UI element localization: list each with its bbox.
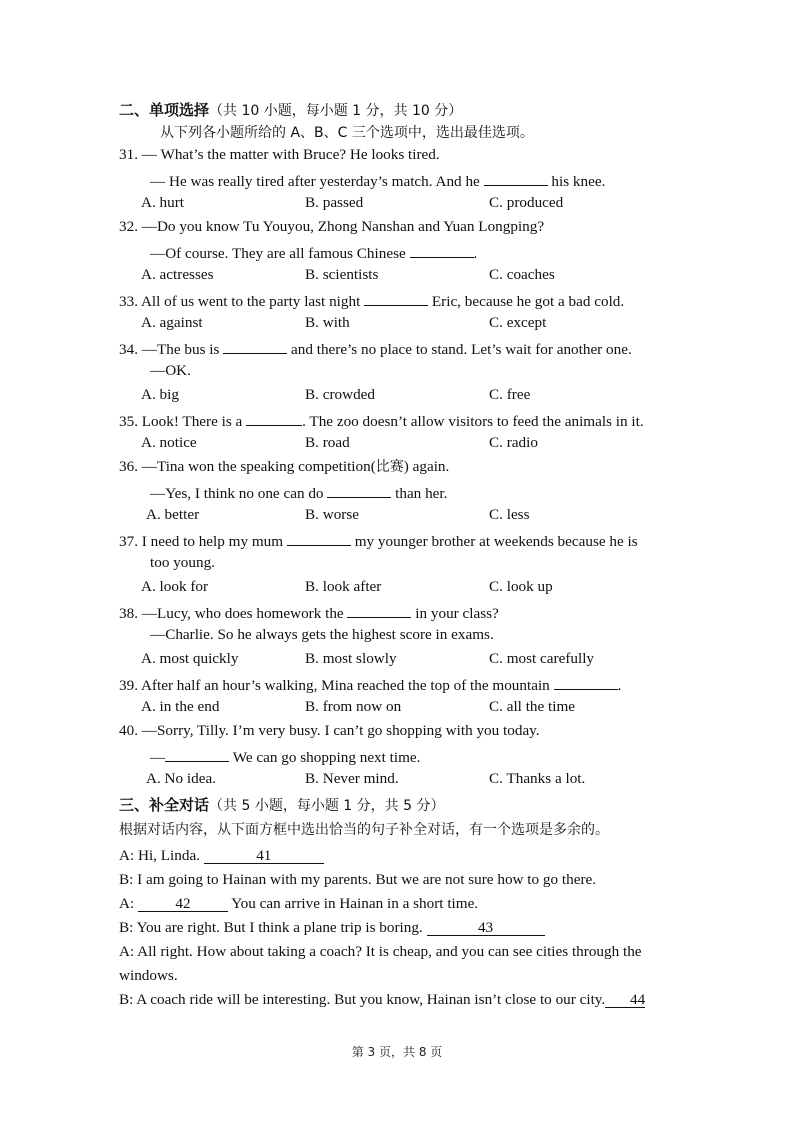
answer-blank[interactable] <box>364 290 428 306</box>
option-c[interactable]: C. Thanks a lot. <box>489 770 586 787</box>
answer-blank-42[interactable]: 42 <box>138 896 228 912</box>
answer-blank[interactable] <box>347 602 411 618</box>
question-text: Eric, because he got a bad cold. <box>431 293 625 310</box>
question-text: —Do you know Tu Youyou, Zhong Nanshan and Yuan Longping? <box>141 218 545 235</box>
answer-blank[interactable] <box>327 482 391 498</box>
question-text: . <box>473 245 478 262</box>
option-c[interactable]: C. look up <box>489 578 553 595</box>
question-text: —Of course. They are all famous Chinese <box>150 245 406 262</box>
option-b[interactable]: B. passed <box>305 194 364 211</box>
question-text: 比赛 <box>375 459 404 475</box>
dialogue-text: B: A coach ride will be interesting. But you know, Hainan isn’t close to our city. <box>119 991 606 1008</box>
question-text: After half an hour’s walking, Mina reached the top of the mountain <box>140 677 550 694</box>
question-text: —Tina won the speaking competition( <box>141 458 376 475</box>
question-40 <box>119 722 540 740</box>
answer-blank-43[interactable]: 43 <box>427 920 545 936</box>
answer-blank-41[interactable]: 41 <box>204 848 324 864</box>
answer-blank-44[interactable]: 44 <box>605 992 645 1008</box>
option-b[interactable]: B. scientists <box>305 266 379 283</box>
option-c[interactable]: C. produced <box>489 194 564 211</box>
question-text: than her. <box>395 485 448 502</box>
option-a[interactable]: A. look for <box>141 578 209 595</box>
dialogue-line-4 <box>119 919 545 937</box>
question-text: —Lucy, who does homework the <box>141 605 344 622</box>
section3-heading-note: （共 5 小题，每小题 1 分，共 5 分） <box>209 798 445 814</box>
question-32 <box>119 218 544 236</box>
question-text: I need to help my mum <box>141 533 284 550</box>
section3-heading: 三、补全对话 <box>119 796 210 814</box>
section2-heading-note: （共 10 小题，每小题 1 分，共 10 分） <box>209 103 463 119</box>
question-40-line2 <box>150 746 420 767</box>
option-a[interactable]: A. No idea. <box>146 770 217 787</box>
question-number: 39. <box>119 677 138 694</box>
question-36-line2 <box>150 482 447 503</box>
option-b[interactable]: B. with <box>305 314 350 331</box>
question-text: —Sorry, Tilly. I’m very busy. I can’t go shopping with you today. <box>141 722 540 739</box>
dialogue-line-7 <box>119 991 645 1009</box>
question-text: ) again. <box>403 458 450 475</box>
section2-heading-line <box>119 101 462 120</box>
question-number: 37. <box>119 533 138 550</box>
question-34 <box>119 338 632 359</box>
question-34-line2: —OK. <box>150 362 191 379</box>
option-b[interactable]: B. crowded <box>305 386 376 403</box>
question-text: . <box>617 677 622 694</box>
question-37-line2: too young. <box>150 554 215 571</box>
question-text: —The bus is <box>141 341 220 358</box>
dialogue-text: You can arrive in Hainan in a short time. <box>231 895 479 912</box>
question-number: 40. <box>119 722 138 739</box>
question-number: 35. <box>119 413 138 430</box>
answer-blank[interactable] <box>554 674 618 690</box>
question-36 <box>119 458 449 476</box>
question-33 <box>119 290 624 311</box>
option-a[interactable]: A. in the end <box>141 698 220 715</box>
option-a[interactable]: A. better <box>146 506 200 523</box>
option-a[interactable]: A. most quickly <box>141 650 239 667</box>
question-text: my younger brother at weekends because he is <box>354 533 638 550</box>
question-number: 31. <box>119 146 138 163</box>
dialogue-text: A: <box>119 895 135 912</box>
question-35 <box>119 410 644 431</box>
question-number: 32. <box>119 218 138 235</box>
section3-instruction: 根据对话内容，从下面方框中选出恰当的句子补全对话，有一个选项是多余的。 <box>119 822 609 838</box>
dialogue-line-1 <box>119 847 324 865</box>
answer-blank[interactable] <box>246 410 302 426</box>
option-c[interactable]: C. except <box>489 314 547 331</box>
option-a[interactable]: A. big <box>141 386 179 403</box>
question-37 <box>119 530 638 551</box>
dialogue-line-5: A: All right. How about taking a coach? It is cheap, and you can see cities through the <box>119 943 642 960</box>
option-a[interactable]: A. hurt <box>141 194 185 211</box>
option-b[interactable]: B. from now on <box>305 698 402 715</box>
question-number: 36. <box>119 458 138 475</box>
answer-blank[interactable] <box>410 242 474 258</box>
question-text: — He was really tired after yesterday’s match. And he <box>150 173 480 190</box>
question-text: We can go shopping next time. <box>232 749 421 766</box>
question-text: — <box>150 749 166 766</box>
question-text: Look! There is a <box>141 413 243 430</box>
section2-heading: 二、单项选择 <box>119 101 210 119</box>
option-c[interactable]: C. free <box>489 386 531 403</box>
answer-blank[interactable] <box>223 338 287 354</box>
answer-blank[interactable] <box>287 530 351 546</box>
option-a[interactable]: A. actresses <box>141 266 214 283</box>
option-b[interactable]: B. most slowly <box>305 650 397 667</box>
option-a[interactable]: A. against <box>141 314 203 331</box>
question-text: —Yes, I think no one can do <box>150 485 324 502</box>
page-footer: 第 3 页，共 8 页 <box>351 1045 443 1059</box>
dialogue-text: A: Hi, Linda. <box>119 847 200 864</box>
question-32-line2 <box>150 242 477 263</box>
question-38 <box>119 602 499 623</box>
answer-blank[interactable] <box>165 746 229 762</box>
option-b[interactable]: B. look after <box>305 578 382 595</box>
question-number: 38. <box>119 605 138 622</box>
question-text: All of us went to the party last night <box>140 293 361 310</box>
question-38-line2: —Charlie. So he always gets the highest score in exams. <box>150 626 494 643</box>
option-c[interactable]: C. most carefully <box>489 650 595 667</box>
question-text: and there’s no place to stand. Let’s wait for another one. <box>291 341 632 358</box>
question-number: 34. <box>119 341 138 358</box>
section2-instruction: 从下列各小题所给的 A、B、C 三个选项中，选出最佳选项。 <box>160 125 534 141</box>
option-c[interactable]: C. all the time <box>489 698 576 715</box>
dialogue-line-6: windows. <box>119 967 178 984</box>
dialogue-line-3 <box>119 895 478 913</box>
option-c[interactable]: C. less <box>489 506 530 523</box>
question-31-line2 <box>150 170 605 191</box>
option-c[interactable]: C. coaches <box>489 266 555 283</box>
question-text: his knee. <box>551 173 606 190</box>
question-text: . The zoo doesn’t allow visitors to feed the animals in it. <box>302 413 644 430</box>
dialogue-text: B: You are right. But I think a plane trip is boring. <box>119 919 423 936</box>
option-a[interactable]: A. notice <box>141 434 197 451</box>
question-39 <box>119 674 621 695</box>
option-b[interactable]: B. road <box>305 434 350 451</box>
question-text: in your class? <box>415 605 499 622</box>
dialogue-line-2: B: I am going to Hainan with my parents. But we are not sure how to go there. <box>119 871 597 888</box>
option-b[interactable]: B. Never mind. <box>305 770 399 787</box>
option-b[interactable]: B. worse <box>305 506 359 523</box>
question-number: 33. <box>119 293 138 310</box>
answer-blank[interactable] <box>484 170 548 186</box>
section3-heading-line <box>119 796 444 815</box>
option-c[interactable]: C. radio <box>489 434 538 451</box>
question-31 <box>119 146 440 164</box>
question-text: — What’s the matter with Bruce? He looks tired. <box>141 146 440 163</box>
